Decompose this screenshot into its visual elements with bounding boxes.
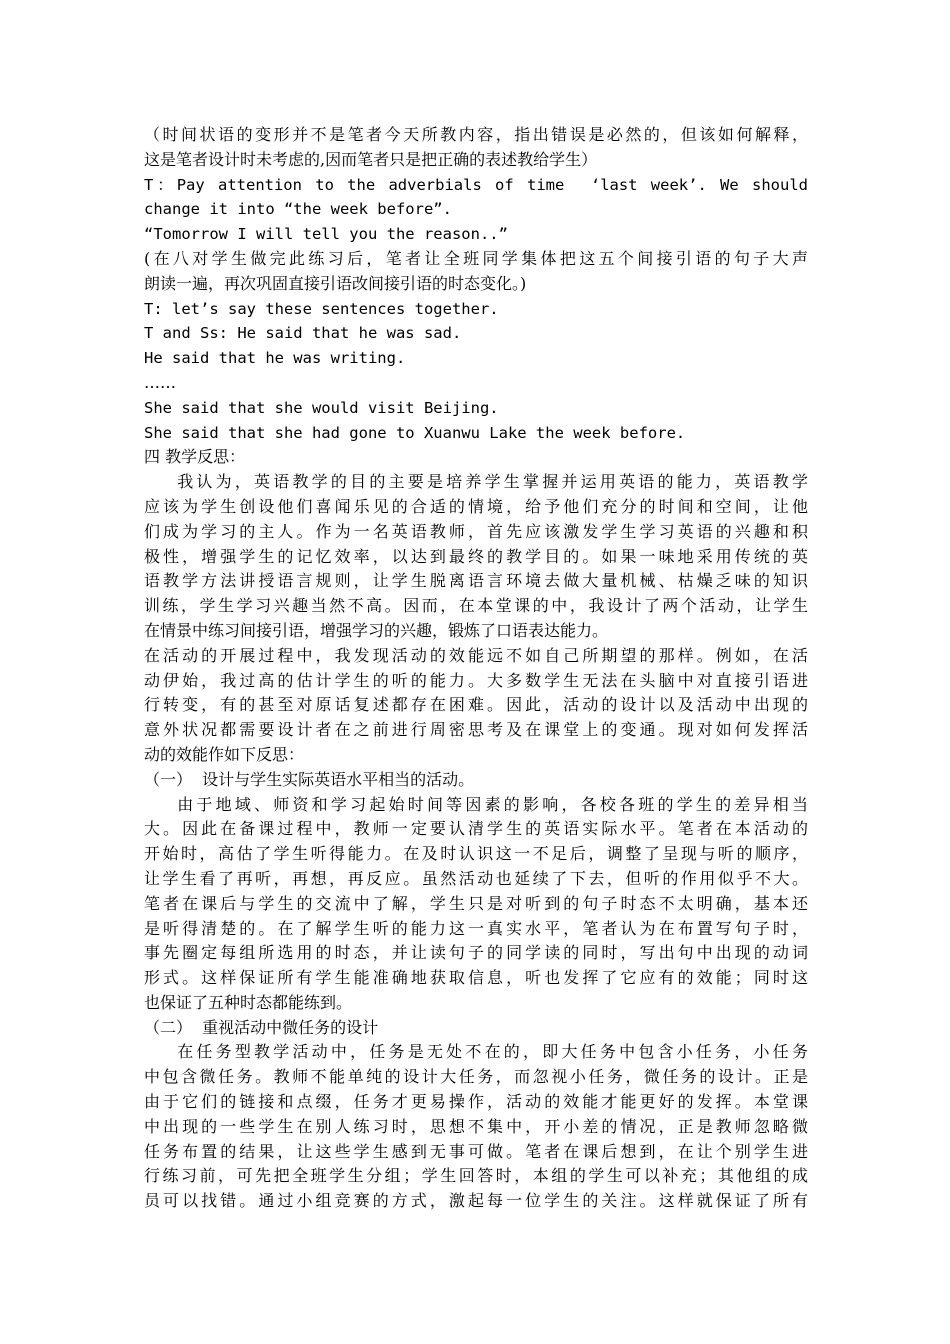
text-line: She said that she had gone to Xuanwu Lake the week before. (144, 423, 686, 442)
text-line: 们成为学习的主人。作为一名英语教师，首先应该激发学生学习英语的兴趣和积 (144, 521, 808, 541)
text-line: 形式。这样保证所有学生能准确地获取信息，听也发挥了它应有的效能；同时这 (144, 968, 808, 988)
text-line: 动的效能作如下反思： (144, 744, 305, 764)
text-line: 开始时，高估了学生听得能力。在及时认识这一不足后，调整了呈现与听的顺序， (144, 844, 808, 864)
text-line: 中包含微任务。教师不能单纯的设计大任务，而忽视小任务，微任务的设计。正是 (144, 1067, 808, 1087)
text-line: T：Pay attention to the adverbials of time ‘last week’. We should (144, 175, 808, 194)
text-line: 训练，学生学习兴趣当然不高。因而，在本堂课的中，我设计了两个活动，让学生 (144, 596, 808, 616)
text-line: 由于地域、师资和学习起始时间等因素的影响，各校各班的学生的差异相当 (144, 794, 808, 814)
text-line: 任务布置的结果，让这些学生感到无事可做。笔者在课后想到，在让个别学生进 (144, 1141, 808, 1161)
text-line: 语教学方法讲授语言规则，让学生脱离语言环境去做大量机械、枯燥乏味的知识 (144, 571, 808, 591)
text-line: 在情景中练习间接引语，增强学习的兴趣，锻炼了口语表达能力。 (144, 620, 609, 640)
text-line: （时间状语的变形并不是笔者今天所教内容，指出错误是必然的，但该如何解释， (144, 125, 808, 144)
text-line: change it into “the week before”. (144, 200, 452, 219)
text-line: 让学生看了再听，再想，再反应。虽然活动也延续了下去，但听的作用似乎不大。 (144, 868, 808, 888)
text-line: 我认为，英语教学的目的主要是培养学生掌握并运用英语的能力，英语教学 (144, 472, 808, 492)
text-line: 由于它们的链接和点缀，任务才更易操作，活动的效能才能更好的发挥。本堂课 (144, 1092, 808, 1112)
text-line: 在任务型教学活动中，任务是无处不在的，即大任务中包含小任务，小任务 (144, 1042, 808, 1062)
text-line: 事先圈定每组所选用的时态，并让读句子的同学读的同时，写出句中出现的动词 (144, 943, 808, 963)
text-line: 是听得清楚的。在了解学生听的能力这一真实水平，笔者认为在布置写句子时， (144, 918, 808, 938)
document-page (144, 123, 808, 1214)
text-line: 意外状况都需要设计者在之前进行周密思考及在课堂上的变通。现对如何发挥活 (144, 720, 808, 740)
text-line: 应该为学生创设他们喜闻乐见的合适的情境，给予他们充分的时间和空间，让他 (144, 496, 808, 516)
text-line: 极性，增强学生的记忆效率，以达到最终的教学目的。如果一味地采用传统的英 (144, 546, 808, 566)
text-line: “Tomorrow I will tell you the reason..” (144, 225, 508, 244)
text-line: 员可以找错。通过小组竞赛的方式，激起每一位学生的关注。这样就保证了所有 (144, 1191, 808, 1211)
text-line: （一） 设计与学生实际英语水平相当的活动。 (144, 769, 475, 789)
text-line: 大。因此在备课过程中，教师一定要认清学生的英语实际水平。笔者在本活动的 (144, 819, 808, 839)
text-line: He said that he was writing. (144, 349, 406, 368)
text-line: 行练习前，可先把全班学生分组；学生回答时，本组的学生可以补充；其他组的成 (144, 1166, 808, 1186)
text-line: 中出现的一些学生在别人练习时，思想不集中，开小差的情况，正是教师忽略微 (144, 1116, 808, 1136)
text-line: …… (144, 372, 176, 392)
text-line: 这是笔者设计时未考虑的,因而笔者只是把正确的表述教给学生） (144, 149, 598, 169)
text-line: She said that she would visit Beijing. (144, 398, 499, 417)
text-line: 行转变，有的甚至对原话复述都存在困难。因此，活动的设计以及活动中出现的 (144, 695, 808, 715)
text-line: (在八对学生做完此练习后，笔者让全班同学集体把这五个间接引语的句子大声 (144, 248, 808, 268)
text-line: 在活动的开展过程中，我发现活动的效能远不如自己所期望的那样。例如，在活 (144, 645, 808, 665)
text-line: 动伊始，我过高的估计学生的听的能力。大多数学生无法在头脑中对直接引语进 (144, 670, 808, 690)
text-line: 四 教学反思： (144, 447, 246, 467)
text-line: T and Ss: He said that he was sad. (144, 324, 462, 343)
text-line: 笔者在课后与学生的交流中了解，学生只是对听到的句子时态不太明确，基本还 (144, 893, 808, 913)
text-line: （二） 重视活动中微任务的设计 (144, 1017, 379, 1037)
text-line: 朗读一遍，再次巩固直接引语改间接引语的时态变化。) (144, 273, 527, 293)
text-line: T: let’s say these sentences together. (144, 299, 499, 318)
text-line: 也保证了五种时态都能练到。 (144, 992, 353, 1012)
